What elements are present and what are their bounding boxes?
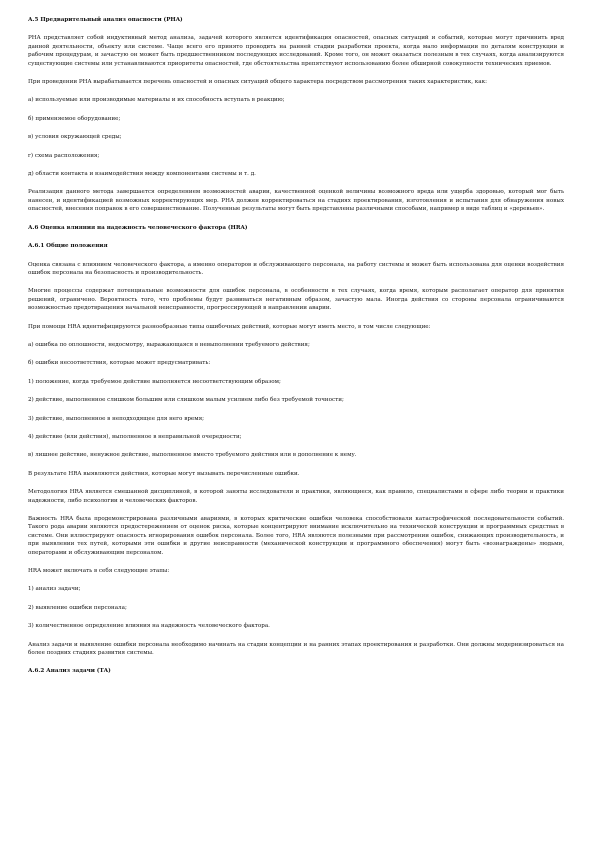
paragraph: Важность HRA была продемонстрирована различными авариями, в которых критические ошибки человека способствовали катастрофической последовательности событий. Такого рода аварии являются предостережением от оценок риска, которые концентрируют внимание исключительно на технической конструкции и программных средствах в системе. Они иллюстрируют опасность игнорирования ошибок персонала. Более того, HRA являются полезными при рассмотрении ошибок, снижающих производительность, и при выявлении тех путей, которыми эти ошибки и другие неисправности (механической конструкции и программного обеспечения) могут быть «вознаграждены» людьми, операторами и обслуживающим персоналом. bbox=[28, 516, 564, 556]
list-item: б) применяемое оборудование; bbox=[28, 115, 121, 122]
list-item: а) используемые или производимые материалы и их способность вступать в реакцию; bbox=[28, 97, 285, 104]
list-item: 4) действие (или действия), выполненное в неправильной очередности; bbox=[28, 433, 242, 440]
subsection-heading: А.6.1 Общие положения bbox=[28, 243, 108, 250]
section-heading: А.6 Оценка влияния на надежность человеческого фактора (HRA) bbox=[28, 224, 248, 231]
subsection-heading: А.6.2 Анализ задачи (ТА) bbox=[28, 668, 111, 675]
list-item: 3) действие, выполненное в неподходящее для него время; bbox=[28, 415, 205, 422]
list-item: 2) действие, выполненное слишком большим или слишком малым усилием либо без требуемой точности; bbox=[28, 397, 344, 404]
paragraph: Методология HRA является смешанной дисциплиной, в которой заняты исследователи и практики, являющиеся, как правило, специалистами в сфере либо теории и практики надежности, либо психологии и человеческих факторов. bbox=[28, 489, 564, 504]
paragraph: HRA может включать в себя следующие этапы: bbox=[28, 568, 170, 575]
list-item: д) области контакта и взаимодействия между компонентами системы и т. д. bbox=[28, 171, 256, 178]
section-heading: А.5 Предварительный анализ опасности (PHA) bbox=[28, 17, 183, 23]
list-item: б) ошибки несоответствия, которые может предусматривать: bbox=[28, 360, 211, 367]
list-item: г) схема расположения; bbox=[28, 152, 100, 159]
paragraph: Многие процессы содержат потенциальные возможности для ошибок персонала, в особенности в тех случаях, когда время, которым располагает оператор для принятия решений, ограничено. Вероятность того, что проблемы будут развиваться негативным образом, зачастую мала. Иногда действия со стороны персонала ограничиваются возможностью предотвращения начальной неисправности, прогрессирующей в направлении аварии. bbox=[28, 288, 564, 312]
paragraph: Оценка связана с влиянием человеческого фактора, а именно операторов и обслуживающего персонала, на работу системы и может быть использована для оценки воздействия ошибок персонала на безопасность и производительность. bbox=[28, 261, 564, 276]
list-item: 1) положение, когда требуемое действие выполняется несоответствующим образом; bbox=[28, 378, 281, 385]
list-item: 2) выявление ошибки персонала; bbox=[28, 604, 127, 611]
paragraph: При помощи HRA идентифицируются разнообразные типы ошибочных действий, которые могут иметь место, в том числе следующие: bbox=[28, 323, 431, 330]
paragraph: В результате HRA выявляются действия, которые могут вызывать перечисленные ошибки. bbox=[28, 470, 300, 477]
paragraph: При проведении PHA вырабатывается перечень опасностей и опасных ситуаций общего характера посредством рассмотрения таких характеристик, как: bbox=[28, 79, 487, 86]
list-item: 3) количественное определение влияния на надежность человеческого фактора. bbox=[28, 623, 270, 630]
paragraph: Анализ задачи и выявление ошибки персонала необходимо начинать на стадии концепции и на ранних этапах проектирования и разработки. Они должны модернизироваться на более поздних стадиях развития системы. bbox=[28, 641, 564, 657]
list-item: а) ошибка по оплошности, недосмотру, выражающаяся в невыполнении требуемого действия; bbox=[28, 341, 310, 348]
paragraph: PHA представляет собой индуктивный метод анализа, задачей которого является идентификация опасностей, опасных ситуаций и событий, которые могут причинить вред данной деятельности, объекту или системе. Чаще всего его принято проводить на ранней стадии разработки проекта, когда мало информации по деталям конструкции и рабочим процедурам, и зачастую он может быть предшественником последующих исследований. Кроме того, он может оказаться полезным в тех случаях, когда анализируются существующие системы или устанавливаются приоритеты опасностей, где обстоятельства препятствуют использованию более обширной совокупности технических приемов. bbox=[28, 35, 564, 67]
document-page bbox=[28, 16, 564, 686]
list-item: в) условия окружающей среды; bbox=[28, 134, 122, 141]
list-item: в) лишнее действие, ненужное действие, выполненное вместо требуемого действия или в дополнение к нему. bbox=[28, 452, 357, 459]
paragraph: Реализация данного метода завершается определением возможностей аварии, качественной оценкой величины возможного вреда или ущерба здоровью, который мог быть нанесен, и идентификацией возможных корректирующих мер. PHA должен корректироваться на стадиях проектирования, изготовления и испытания для обнаружения новых опасностей, внесения поправок в его совершенствование. Полученные результаты могут быть представлены различными способами, например в виде таблиц и «деревьев». bbox=[28, 189, 564, 213]
list-item: 1) анализ задачи; bbox=[28, 586, 81, 593]
